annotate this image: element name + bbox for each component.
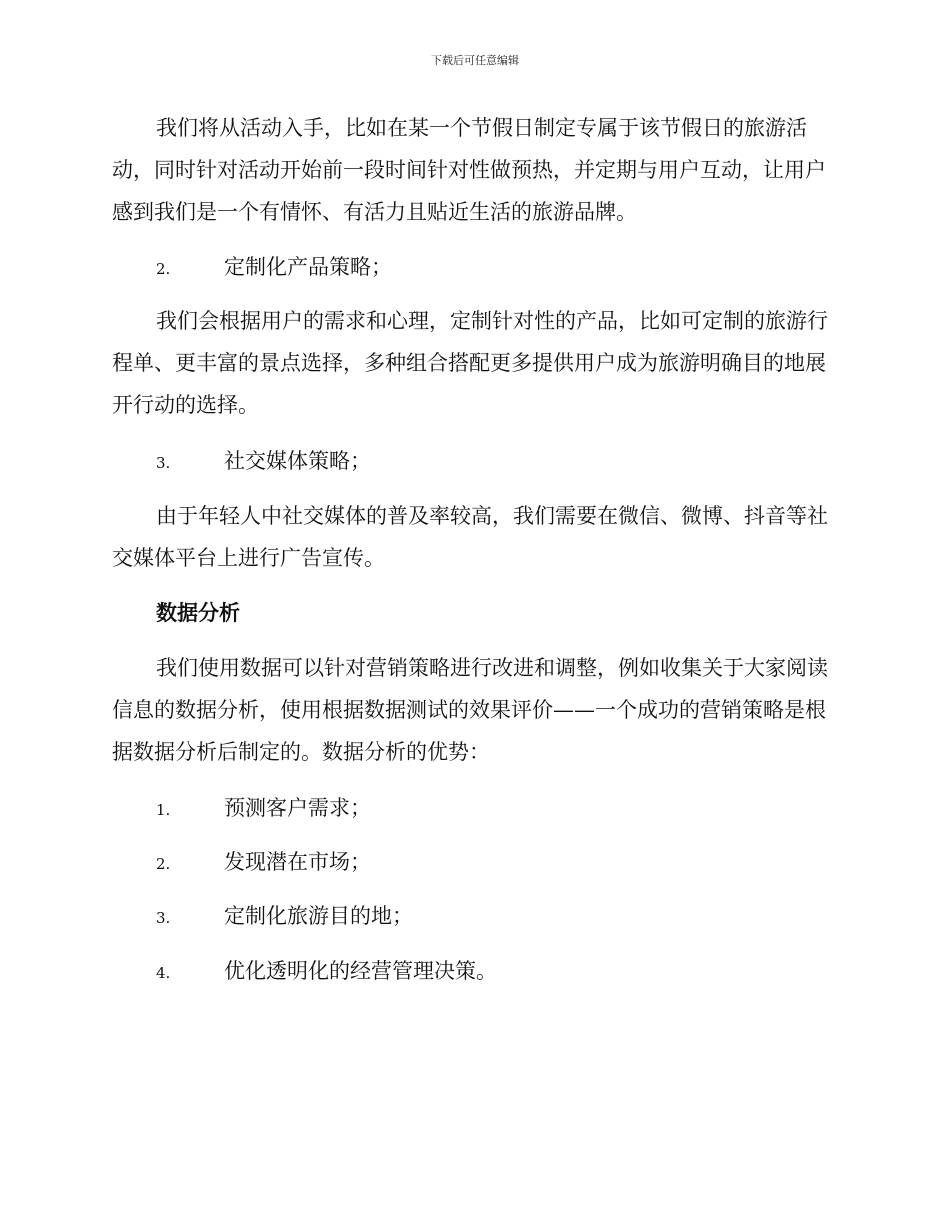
list-text: 预测客户需求； — [224, 796, 371, 820]
list-text: 定制化产品策略； — [224, 255, 392, 279]
list-item-optimize-decisions — [156, 956, 497, 988]
list-number: 1. — [156, 801, 171, 819]
list-number: 2. — [156, 260, 171, 278]
list-text: 优化透明化的经营管理决策。 — [224, 959, 497, 983]
list-number: 3. — [156, 454, 171, 472]
paragraph-data-analysis: 我们使用数据可以针对营销策略进行改进和调整，例如收集关于大家阅读信息的数据分析，使用根据数据测试的效果评价——一个成功的营销策略是根据数据分析后制定的。数据分析的优势： — [112, 656, 828, 764]
list-item-discover-market — [156, 847, 371, 879]
paragraph-product-strategy: 我们会根据用户的需求和心理，定制针对性的产品，比如可定制的旅游行程单、更丰富的景点选择，多种组合搭配更多提供用户成为旅游明确目的地展开行动的选择。 — [112, 309, 828, 417]
list-item-social-media-strategy — [156, 446, 371, 478]
list-item-predict-demand — [156, 793, 371, 825]
list-item-custom-destination — [156, 901, 413, 933]
list-text: 社交媒体策略； — [224, 449, 371, 473]
paragraph-activity-strategy: 我们将从活动入手，比如在某一个节假日制定专属于该节假日的旅游活动，同时针对活动开始前一段时间针对性做预热，并定期与用户互动，让用户感到我们是一个有情怀、有活力且贴近生活的旅游品牌。 — [112, 116, 826, 224]
list-number: 2. — [156, 855, 171, 873]
list-text: 发现潜在市场； — [224, 850, 371, 874]
paragraph-social-media-strategy: 由于年轻人中社交媒体的普及率较高，我们需要在微信、微博、抖音等社交媒体平台上进行广告宣传。 — [112, 504, 828, 570]
section-heading-data-analysis: 数据分析 — [156, 600, 240, 625]
list-number: 3. — [156, 909, 171, 927]
list-number: 4. — [156, 964, 171, 982]
list-text: 定制化旅游目的地； — [224, 904, 413, 928]
list-item-product-strategy — [156, 252, 392, 284]
page-header: 下载后可任意编辑 — [431, 54, 519, 67]
